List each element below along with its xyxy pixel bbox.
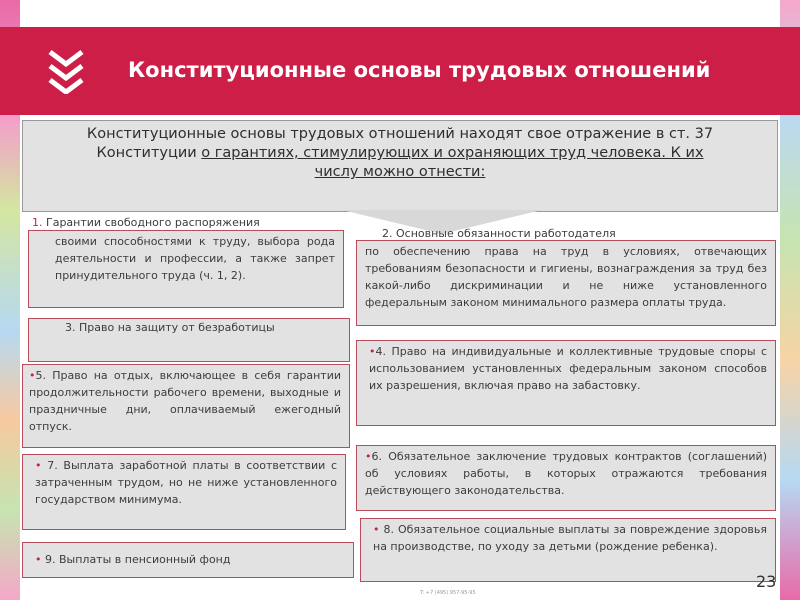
- item-3-text: 3. Право на защиту от безработицы: [65, 321, 275, 334]
- double-chevron-down-icon: [46, 46, 86, 94]
- item-4-bullet: •: [369, 345, 376, 358]
- item-9-text: 9. Выплаты в пенсионный фонд: [45, 553, 231, 566]
- item-7-box: [22, 454, 346, 530]
- intro-box: [22, 120, 778, 212]
- item-6-bullet: •: [365, 450, 372, 463]
- page-number: 23: [756, 572, 777, 591]
- item-4-text: 4. Право на индивидуальные и коллективные трудовые споры с использованием установленных федеральным законом способов их разрешения, включая право на забастовку.: [369, 345, 767, 392]
- item-8-bullet: •: [373, 523, 380, 536]
- intro-line-3-underlined: числу можно отнести:: [314, 164, 486, 180]
- item-6-text: 6. Обязательное заключение трудовых контрактов (соглашений) об условиях работы, в которых отражаются требования действующего законодательства.: [365, 450, 767, 497]
- item-2-text: по обеспечению права на труд в условиях, отвечающих требованиям безопасности и гигиены, вознаграждения за труд без какой-либо дискриминации и не ниже установленного федеральным законом минимального размера оплаты труда.: [365, 245, 767, 309]
- item-2-heading: 2. Основные обязанности работодателя: [382, 227, 616, 240]
- intro-line-2-prefix: Конституции: [96, 145, 202, 161]
- item-7-bullet: •: [35, 459, 42, 472]
- item-9-bullet: •: [35, 553, 42, 566]
- item-2-box: [356, 240, 776, 326]
- item-9-box: [22, 542, 354, 578]
- item-5-text: 5. Право на отдых, включающее в себя гарантии продолжительности рабочего времени, выходные и праздничные дни, оплачиваемый ежегодный отпуск.: [29, 369, 341, 433]
- item-1-number: 1.: [32, 216, 43, 229]
- item-1-line-1: Гарантии свободного распоряжения: [46, 216, 260, 229]
- slide-title: Конституционные основы трудовых отношений: [128, 58, 711, 82]
- item-5-box: [22, 364, 350, 448]
- item-1-text: своими способностями к труду, выбора рода деятельности и профессии, а также запрет принудительного труда (ч. 1, 2).: [55, 235, 335, 282]
- item-8-text: 8. Обязательное социальные выплаты за повреждение здоровья на производстве, по уходу за детьми (рождение ребенка).: [373, 523, 768, 553]
- item-3-box: [28, 318, 350, 362]
- intro-line-2: [23, 144, 777, 163]
- item-6-box: [356, 445, 776, 511]
- item-7-text: 7. Выплата заработной платы в соответствии с затраченным трудом, но не ниже установленного государством минимума.: [35, 459, 337, 506]
- footer-contact: T: +7 (495) 957-95-95: [420, 590, 476, 596]
- item-1-box: [28, 230, 344, 308]
- item-1-heading: [32, 214, 338, 231]
- item-5-bullet: •: [29, 369, 36, 382]
- item-4-box: [356, 340, 776, 426]
- intro-line-3: [23, 163, 777, 182]
- intro-line-2-underlined: о гарантиях, стимулирующих и охраняющих труд человека. К их: [201, 145, 704, 161]
- intro-line-1: Конституционные основы трудовых отношений находят свое отражение в ст. 37: [86, 126, 714, 142]
- item-8-box: [360, 518, 776, 582]
